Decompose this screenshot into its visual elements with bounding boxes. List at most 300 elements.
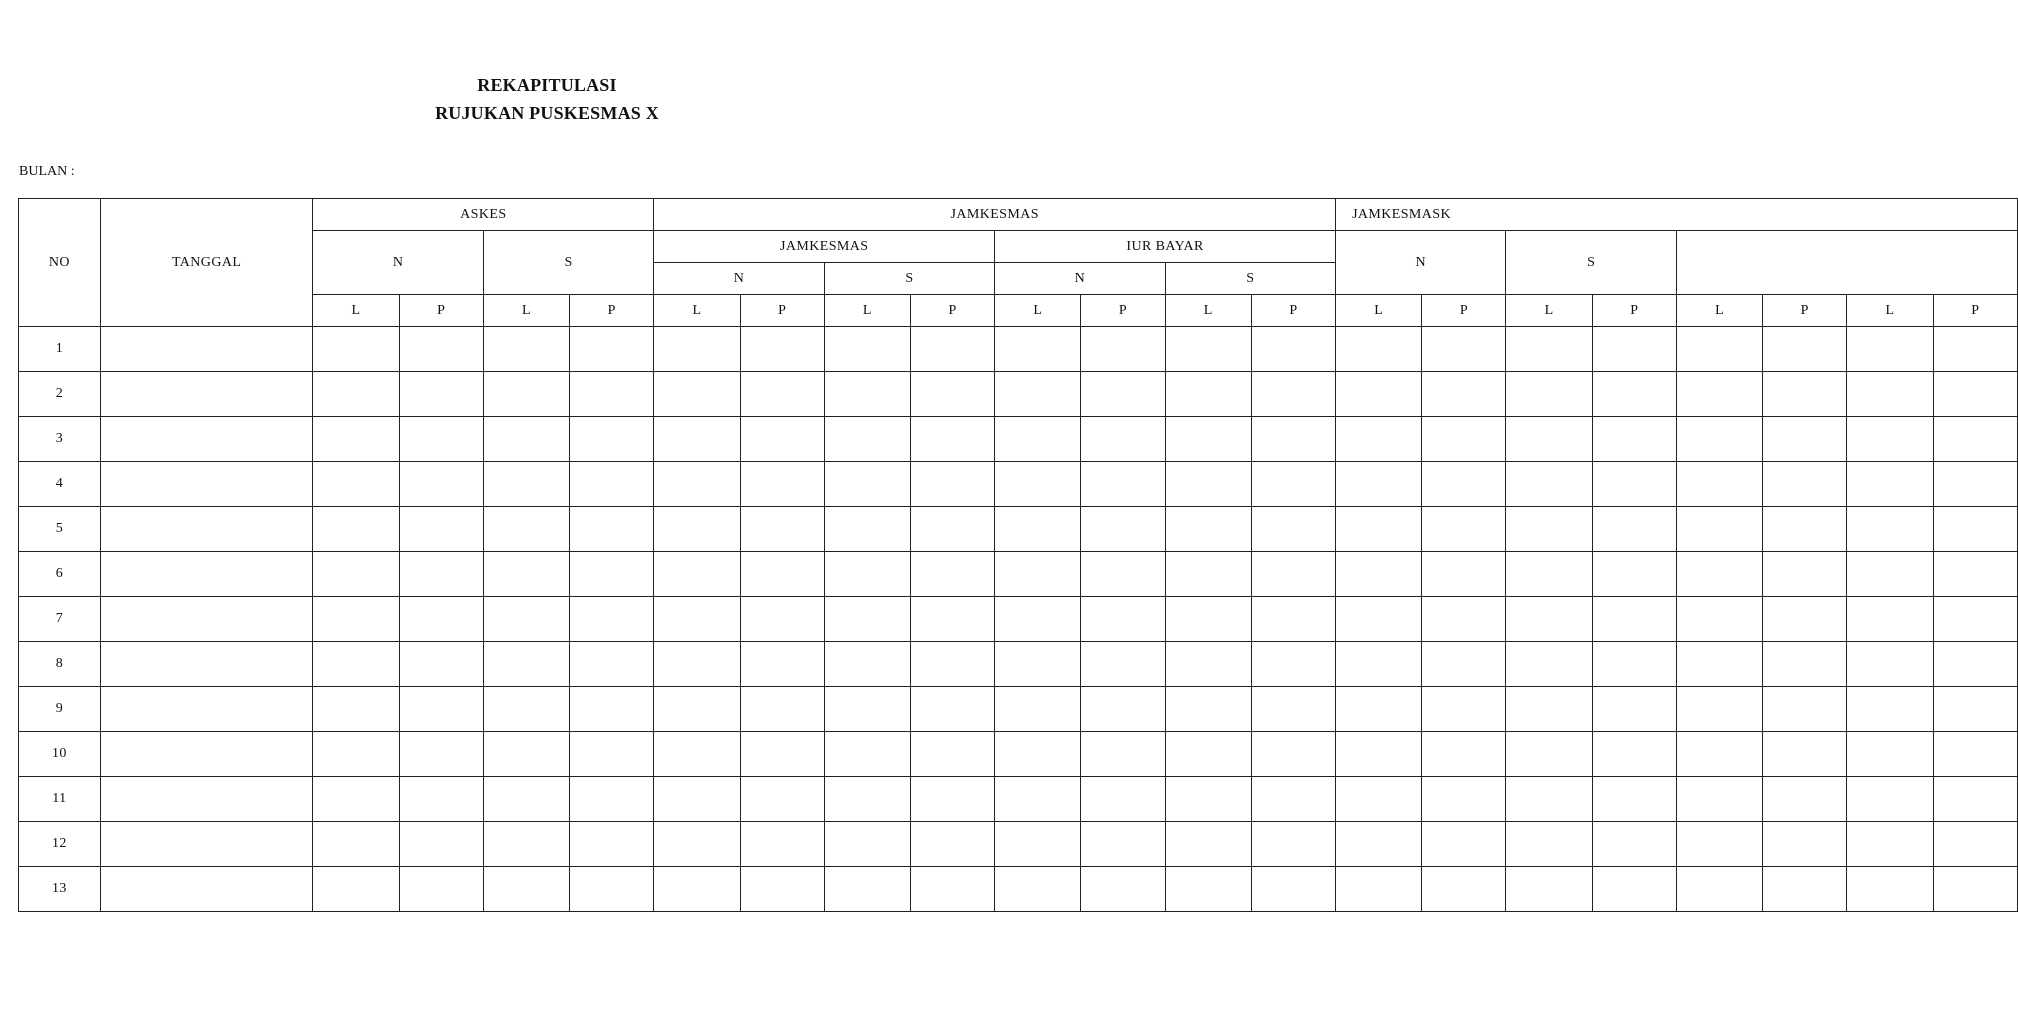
count-cell[interactable] (399, 327, 483, 372)
count-cell[interactable] (1676, 417, 1762, 462)
count-cell[interactable] (995, 687, 1081, 732)
header-p: P (1763, 295, 1847, 327)
count-cell[interactable] (483, 327, 569, 372)
count-cell[interactable] (1422, 867, 1506, 912)
count-cell[interactable] (399, 822, 483, 867)
count-cell[interactable] (824, 822, 910, 867)
row-number: 8 (19, 642, 101, 687)
count-cell[interactable] (1336, 687, 1422, 732)
count-cell[interactable] (740, 507, 824, 552)
count-cell[interactable] (1506, 372, 1592, 417)
count-cell[interactable] (1165, 462, 1251, 507)
count-cell[interactable] (740, 462, 824, 507)
count-cell[interactable] (313, 732, 399, 777)
count-cell[interactable] (1676, 552, 1762, 597)
count-cell[interactable] (1251, 777, 1335, 822)
count-cell[interactable] (1251, 642, 1335, 687)
tanggal-cell[interactable] (100, 687, 312, 732)
count-cell[interactable] (1336, 822, 1422, 867)
count-cell[interactable] (1933, 417, 2017, 462)
count-cell[interactable] (1676, 867, 1762, 912)
count-cell[interactable] (995, 327, 1081, 372)
count-cell[interactable] (1506, 642, 1592, 687)
count-cell[interactable] (399, 597, 483, 642)
count-cell[interactable] (824, 732, 910, 777)
count-cell[interactable] (824, 552, 910, 597)
count-cell[interactable] (1847, 867, 1933, 912)
count-cell[interactable] (1251, 417, 1335, 462)
count-cell[interactable] (1763, 552, 1847, 597)
count-cell[interactable] (1847, 642, 1933, 687)
count-cell[interactable] (570, 327, 654, 372)
count-cell[interactable] (1933, 462, 2017, 507)
count-cell[interactable] (740, 597, 824, 642)
row-number: 3 (19, 417, 101, 462)
count-cell[interactable] (911, 642, 995, 687)
count-cell[interactable] (654, 597, 740, 642)
tanggal-cell[interactable] (100, 462, 312, 507)
count-cell[interactable] (1847, 732, 1933, 777)
header-iur-bayar-s: S (1165, 263, 1335, 295)
count-cell[interactable] (1592, 822, 1676, 867)
count-cell[interactable] (1847, 822, 1933, 867)
count-cell[interactable] (995, 417, 1081, 462)
count-cell[interactable] (1933, 822, 2017, 867)
count-cell[interactable] (1251, 552, 1335, 597)
header-no: NO (19, 199, 101, 327)
count-cell[interactable] (740, 327, 824, 372)
count-cell[interactable] (1763, 507, 1847, 552)
count-cell[interactable] (483, 822, 569, 867)
count-cell[interactable] (1422, 507, 1506, 552)
count-cell[interactable] (1165, 867, 1251, 912)
count-cell[interactable] (995, 372, 1081, 417)
count-cell[interactable] (1592, 867, 1676, 912)
count-cell[interactable] (1933, 867, 2017, 912)
count-cell[interactable] (399, 867, 483, 912)
header-l: L (1847, 295, 1933, 327)
count-cell[interactable] (1847, 327, 1933, 372)
count-cell[interactable] (1763, 822, 1847, 867)
count-cell[interactable] (824, 777, 910, 822)
count-cell[interactable] (911, 777, 995, 822)
count-cell[interactable] (313, 417, 399, 462)
count-cell[interactable] (1676, 687, 1762, 732)
count-cell[interactable] (911, 507, 995, 552)
tanggal-cell[interactable] (100, 597, 312, 642)
count-cell[interactable] (911, 867, 995, 912)
count-cell[interactable] (740, 822, 824, 867)
tanggal-cell[interactable] (100, 732, 312, 777)
count-cell[interactable] (1422, 597, 1506, 642)
count-cell[interactable] (1336, 732, 1422, 777)
count-cell[interactable] (740, 732, 824, 777)
count-cell[interactable] (1422, 462, 1506, 507)
count-cell[interactable] (1165, 417, 1251, 462)
count-cell[interactable] (911, 597, 995, 642)
header-l: L (313, 295, 399, 327)
table-row (19, 867, 2018, 912)
count-cell[interactable] (570, 507, 654, 552)
count-cell[interactable] (1165, 327, 1251, 372)
count-cell[interactable] (483, 552, 569, 597)
count-cell[interactable] (1763, 417, 1847, 462)
count-cell[interactable] (824, 417, 910, 462)
header-p: P (1592, 295, 1676, 327)
table-row (19, 597, 2018, 642)
count-cell[interactable] (1251, 327, 1335, 372)
count-cell[interactable] (483, 867, 569, 912)
count-cell[interactable] (1081, 822, 1165, 867)
count-cell[interactable] (824, 597, 910, 642)
count-cell[interactable] (740, 552, 824, 597)
count-cell[interactable] (570, 597, 654, 642)
count-cell[interactable] (1592, 597, 1676, 642)
count-cell[interactable] (1592, 552, 1676, 597)
count-cell[interactable] (654, 417, 740, 462)
tanggal-cell[interactable] (100, 507, 312, 552)
header-l: L (995, 295, 1081, 327)
count-cell[interactable] (399, 642, 483, 687)
header-jamkesmask-s: S (1506, 231, 1676, 295)
count-cell[interactable] (1592, 372, 1676, 417)
table-viewport (18, 198, 1980, 920)
count-cell[interactable] (654, 507, 740, 552)
count-cell[interactable] (1081, 687, 1165, 732)
count-cell[interactable] (1336, 867, 1422, 912)
count-cell[interactable] (1592, 462, 1676, 507)
row-number: 2 (19, 372, 101, 417)
table-row (19, 777, 2018, 822)
count-cell[interactable] (1933, 597, 2017, 642)
count-cell[interactable] (1165, 552, 1251, 597)
count-cell[interactable] (1165, 507, 1251, 552)
count-cell[interactable] (1081, 777, 1165, 822)
count-cell[interactable] (1165, 777, 1251, 822)
count-cell[interactable] (1336, 327, 1422, 372)
count-cell[interactable] (1336, 552, 1422, 597)
referral-recap-table (18, 198, 2018, 912)
count-cell[interactable] (1336, 417, 1422, 462)
count-cell[interactable] (1933, 372, 2017, 417)
count-cell[interactable] (313, 687, 399, 732)
count-cell[interactable] (1676, 777, 1762, 822)
count-cell[interactable] (1251, 822, 1335, 867)
count-cell[interactable] (313, 642, 399, 687)
header-l: L (1506, 295, 1592, 327)
count-cell[interactable] (1506, 732, 1592, 777)
count-cell[interactable] (1081, 417, 1165, 462)
count-cell[interactable] (1847, 462, 1933, 507)
tanggal-cell[interactable] (100, 327, 312, 372)
count-cell[interactable] (1081, 507, 1165, 552)
count-cell[interactable] (824, 462, 910, 507)
count-cell[interactable] (570, 822, 654, 867)
count-cell[interactable] (1422, 552, 1506, 597)
count-cell[interactable] (1506, 777, 1592, 822)
count-cell[interactable] (911, 822, 995, 867)
count-cell[interactable] (313, 777, 399, 822)
count-cell[interactable] (483, 507, 569, 552)
count-cell[interactable] (1933, 552, 2017, 597)
count-cell[interactable] (654, 462, 740, 507)
count-cell[interactable] (1251, 597, 1335, 642)
count-cell[interactable] (570, 777, 654, 822)
count-cell[interactable] (570, 642, 654, 687)
count-cell[interactable] (911, 462, 995, 507)
count-cell[interactable] (1251, 372, 1335, 417)
count-cell[interactable] (740, 687, 824, 732)
count-cell[interactable] (313, 552, 399, 597)
count-cell[interactable] (1081, 642, 1165, 687)
count-cell[interactable] (313, 372, 399, 417)
count-cell[interactable] (483, 687, 569, 732)
count-cell[interactable] (1763, 462, 1847, 507)
count-cell[interactable] (1676, 642, 1762, 687)
count-cell[interactable] (1422, 822, 1506, 867)
count-cell[interactable] (1763, 327, 1847, 372)
count-cell[interactable] (1847, 552, 1933, 597)
header-row-lp (19, 295, 2018, 327)
count-cell[interactable] (570, 417, 654, 462)
count-cell[interactable] (399, 777, 483, 822)
count-cell[interactable] (399, 372, 483, 417)
count-cell[interactable] (1165, 372, 1251, 417)
count-cell[interactable] (1763, 597, 1847, 642)
count-cell[interactable] (824, 507, 910, 552)
count-cell[interactable] (1506, 867, 1592, 912)
count-cell[interactable] (1847, 597, 1933, 642)
count-cell[interactable] (995, 777, 1081, 822)
count-cell[interactable] (1592, 642, 1676, 687)
count-cell[interactable] (1847, 687, 1933, 732)
count-cell[interactable] (483, 597, 569, 642)
count-cell[interactable] (313, 822, 399, 867)
count-cell[interactable] (1763, 732, 1847, 777)
count-cell[interactable] (1763, 642, 1847, 687)
count-cell[interactable] (1336, 372, 1422, 417)
tanggal-cell[interactable] (100, 822, 312, 867)
row-number: 1 (19, 327, 101, 372)
tanggal-cell[interactable] (100, 417, 312, 462)
count-cell[interactable] (1165, 732, 1251, 777)
count-cell[interactable] (1933, 642, 2017, 687)
count-cell[interactable] (654, 867, 740, 912)
count-cell[interactable] (1422, 327, 1506, 372)
count-cell[interactable] (1336, 777, 1422, 822)
count-cell[interactable] (995, 597, 1081, 642)
count-cell[interactable] (1592, 327, 1676, 372)
count-cell[interactable] (1165, 642, 1251, 687)
count-cell[interactable] (740, 777, 824, 822)
count-cell[interactable] (995, 732, 1081, 777)
count-cell[interactable] (824, 327, 910, 372)
count-cell[interactable] (911, 732, 995, 777)
count-cell[interactable] (399, 462, 483, 507)
count-cell[interactable] (654, 552, 740, 597)
count-cell[interactable] (1506, 327, 1592, 372)
count-cell[interactable] (483, 777, 569, 822)
count-cell[interactable] (570, 552, 654, 597)
count-cell[interactable] (1081, 597, 1165, 642)
table-row (19, 732, 2018, 777)
count-cell[interactable] (313, 867, 399, 912)
count-cell[interactable] (824, 867, 910, 912)
count-cell[interactable] (911, 687, 995, 732)
tanggal-cell[interactable] (100, 372, 312, 417)
count-cell[interactable] (1676, 372, 1762, 417)
count-cell[interactable] (911, 552, 995, 597)
row-number: 9 (19, 687, 101, 732)
count-cell[interactable] (570, 462, 654, 507)
count-cell[interactable] (1847, 417, 1933, 462)
count-cell[interactable] (1592, 777, 1676, 822)
count-cell[interactable] (1676, 327, 1762, 372)
count-cell[interactable] (1592, 417, 1676, 462)
count-cell[interactable] (654, 822, 740, 867)
count-cell[interactable] (1676, 462, 1762, 507)
count-cell[interactable] (313, 507, 399, 552)
count-cell[interactable] (1422, 642, 1506, 687)
count-cell[interactable] (995, 867, 1081, 912)
count-cell[interactable] (483, 462, 569, 507)
count-cell[interactable] (1506, 462, 1592, 507)
count-cell[interactable] (1251, 462, 1335, 507)
count-cell[interactable] (654, 642, 740, 687)
count-cell[interactable] (1336, 462, 1422, 507)
count-cell[interactable] (911, 327, 995, 372)
count-cell[interactable] (1933, 732, 2017, 777)
count-cell[interactable] (995, 642, 1081, 687)
count-cell[interactable] (1081, 867, 1165, 912)
count-cell[interactable] (570, 687, 654, 732)
count-cell[interactable] (654, 777, 740, 822)
count-cell[interactable] (399, 417, 483, 462)
count-cell[interactable] (740, 417, 824, 462)
table-row (19, 372, 2018, 417)
count-cell[interactable] (1763, 372, 1847, 417)
count-cell[interactable] (1676, 822, 1762, 867)
count-cell[interactable] (1165, 597, 1251, 642)
header-p: P (570, 295, 654, 327)
count-cell[interactable] (570, 372, 654, 417)
count-cell[interactable] (483, 642, 569, 687)
count-cell[interactable] (1336, 597, 1422, 642)
count-cell[interactable] (1592, 507, 1676, 552)
count-cell[interactable] (1933, 687, 2017, 732)
count-cell[interactable] (654, 732, 740, 777)
count-cell[interactable] (1251, 507, 1335, 552)
count-cell[interactable] (995, 552, 1081, 597)
count-cell[interactable] (1506, 687, 1592, 732)
count-cell[interactable] (824, 687, 910, 732)
count-cell[interactable] (1592, 687, 1676, 732)
count-cell[interactable] (1336, 507, 1422, 552)
count-cell[interactable] (483, 732, 569, 777)
count-cell[interactable] (570, 732, 654, 777)
count-cell[interactable] (570, 867, 654, 912)
count-cell[interactable] (313, 327, 399, 372)
count-cell[interactable] (1422, 372, 1506, 417)
count-cell[interactable] (654, 687, 740, 732)
count-cell[interactable] (824, 372, 910, 417)
count-cell[interactable] (483, 372, 569, 417)
count-cell[interactable] (1933, 327, 2017, 372)
count-cell[interactable] (313, 597, 399, 642)
count-cell[interactable] (1847, 372, 1933, 417)
count-cell[interactable] (911, 372, 995, 417)
count-cell[interactable] (399, 552, 483, 597)
count-cell[interactable] (1506, 552, 1592, 597)
row-number: 4 (19, 462, 101, 507)
count-cell[interactable] (1165, 687, 1251, 732)
count-cell[interactable] (1933, 777, 2017, 822)
count-cell[interactable] (995, 822, 1081, 867)
count-cell[interactable] (1251, 867, 1335, 912)
count-cell[interactable] (1506, 507, 1592, 552)
count-cell[interactable] (1763, 777, 1847, 822)
count-cell[interactable] (1081, 552, 1165, 597)
count-cell[interactable] (1506, 417, 1592, 462)
count-cell[interactable] (654, 372, 740, 417)
count-cell[interactable] (1165, 822, 1251, 867)
count-cell[interactable] (654, 327, 740, 372)
count-cell[interactable] (1506, 597, 1592, 642)
tanggal-cell[interactable] (100, 552, 312, 597)
count-cell[interactable] (1422, 417, 1506, 462)
count-cell[interactable] (1422, 732, 1506, 777)
count-cell[interactable] (1081, 462, 1165, 507)
count-cell[interactable] (1676, 507, 1762, 552)
count-cell[interactable] (911, 417, 995, 462)
count-cell[interactable] (995, 462, 1081, 507)
count-cell[interactable] (1251, 687, 1335, 732)
count-cell[interactable] (1081, 372, 1165, 417)
count-cell[interactable] (740, 372, 824, 417)
count-cell[interactable] (1847, 507, 1933, 552)
count-cell[interactable] (1676, 732, 1762, 777)
header-askes: ASKES (313, 199, 654, 231)
count-cell[interactable] (399, 507, 483, 552)
count-cell[interactable] (1506, 822, 1592, 867)
count-cell[interactable] (399, 687, 483, 732)
count-cell[interactable] (1422, 777, 1506, 822)
count-cell[interactable] (483, 417, 569, 462)
tanggal-cell[interactable] (100, 642, 312, 687)
tanggal-cell[interactable] (100, 867, 312, 912)
count-cell[interactable] (1763, 867, 1847, 912)
count-cell[interactable] (399, 732, 483, 777)
count-cell[interactable] (1847, 777, 1933, 822)
count-cell[interactable] (740, 867, 824, 912)
header-row-subgroups (19, 231, 2018, 263)
count-cell[interactable] (1763, 687, 1847, 732)
count-cell[interactable] (1422, 687, 1506, 732)
count-cell[interactable] (313, 462, 399, 507)
count-cell[interactable] (1081, 327, 1165, 372)
count-cell[interactable] (740, 642, 824, 687)
row-number: 13 (19, 867, 101, 912)
count-cell[interactable] (1081, 732, 1165, 777)
count-cell[interactable] (1676, 597, 1762, 642)
count-cell[interactable] (995, 507, 1081, 552)
count-cell[interactable] (1592, 732, 1676, 777)
tanggal-cell[interactable] (100, 777, 312, 822)
count-cell[interactable] (1336, 642, 1422, 687)
count-cell[interactable] (824, 642, 910, 687)
count-cell[interactable] (1251, 732, 1335, 777)
count-cell[interactable] (1933, 507, 2017, 552)
